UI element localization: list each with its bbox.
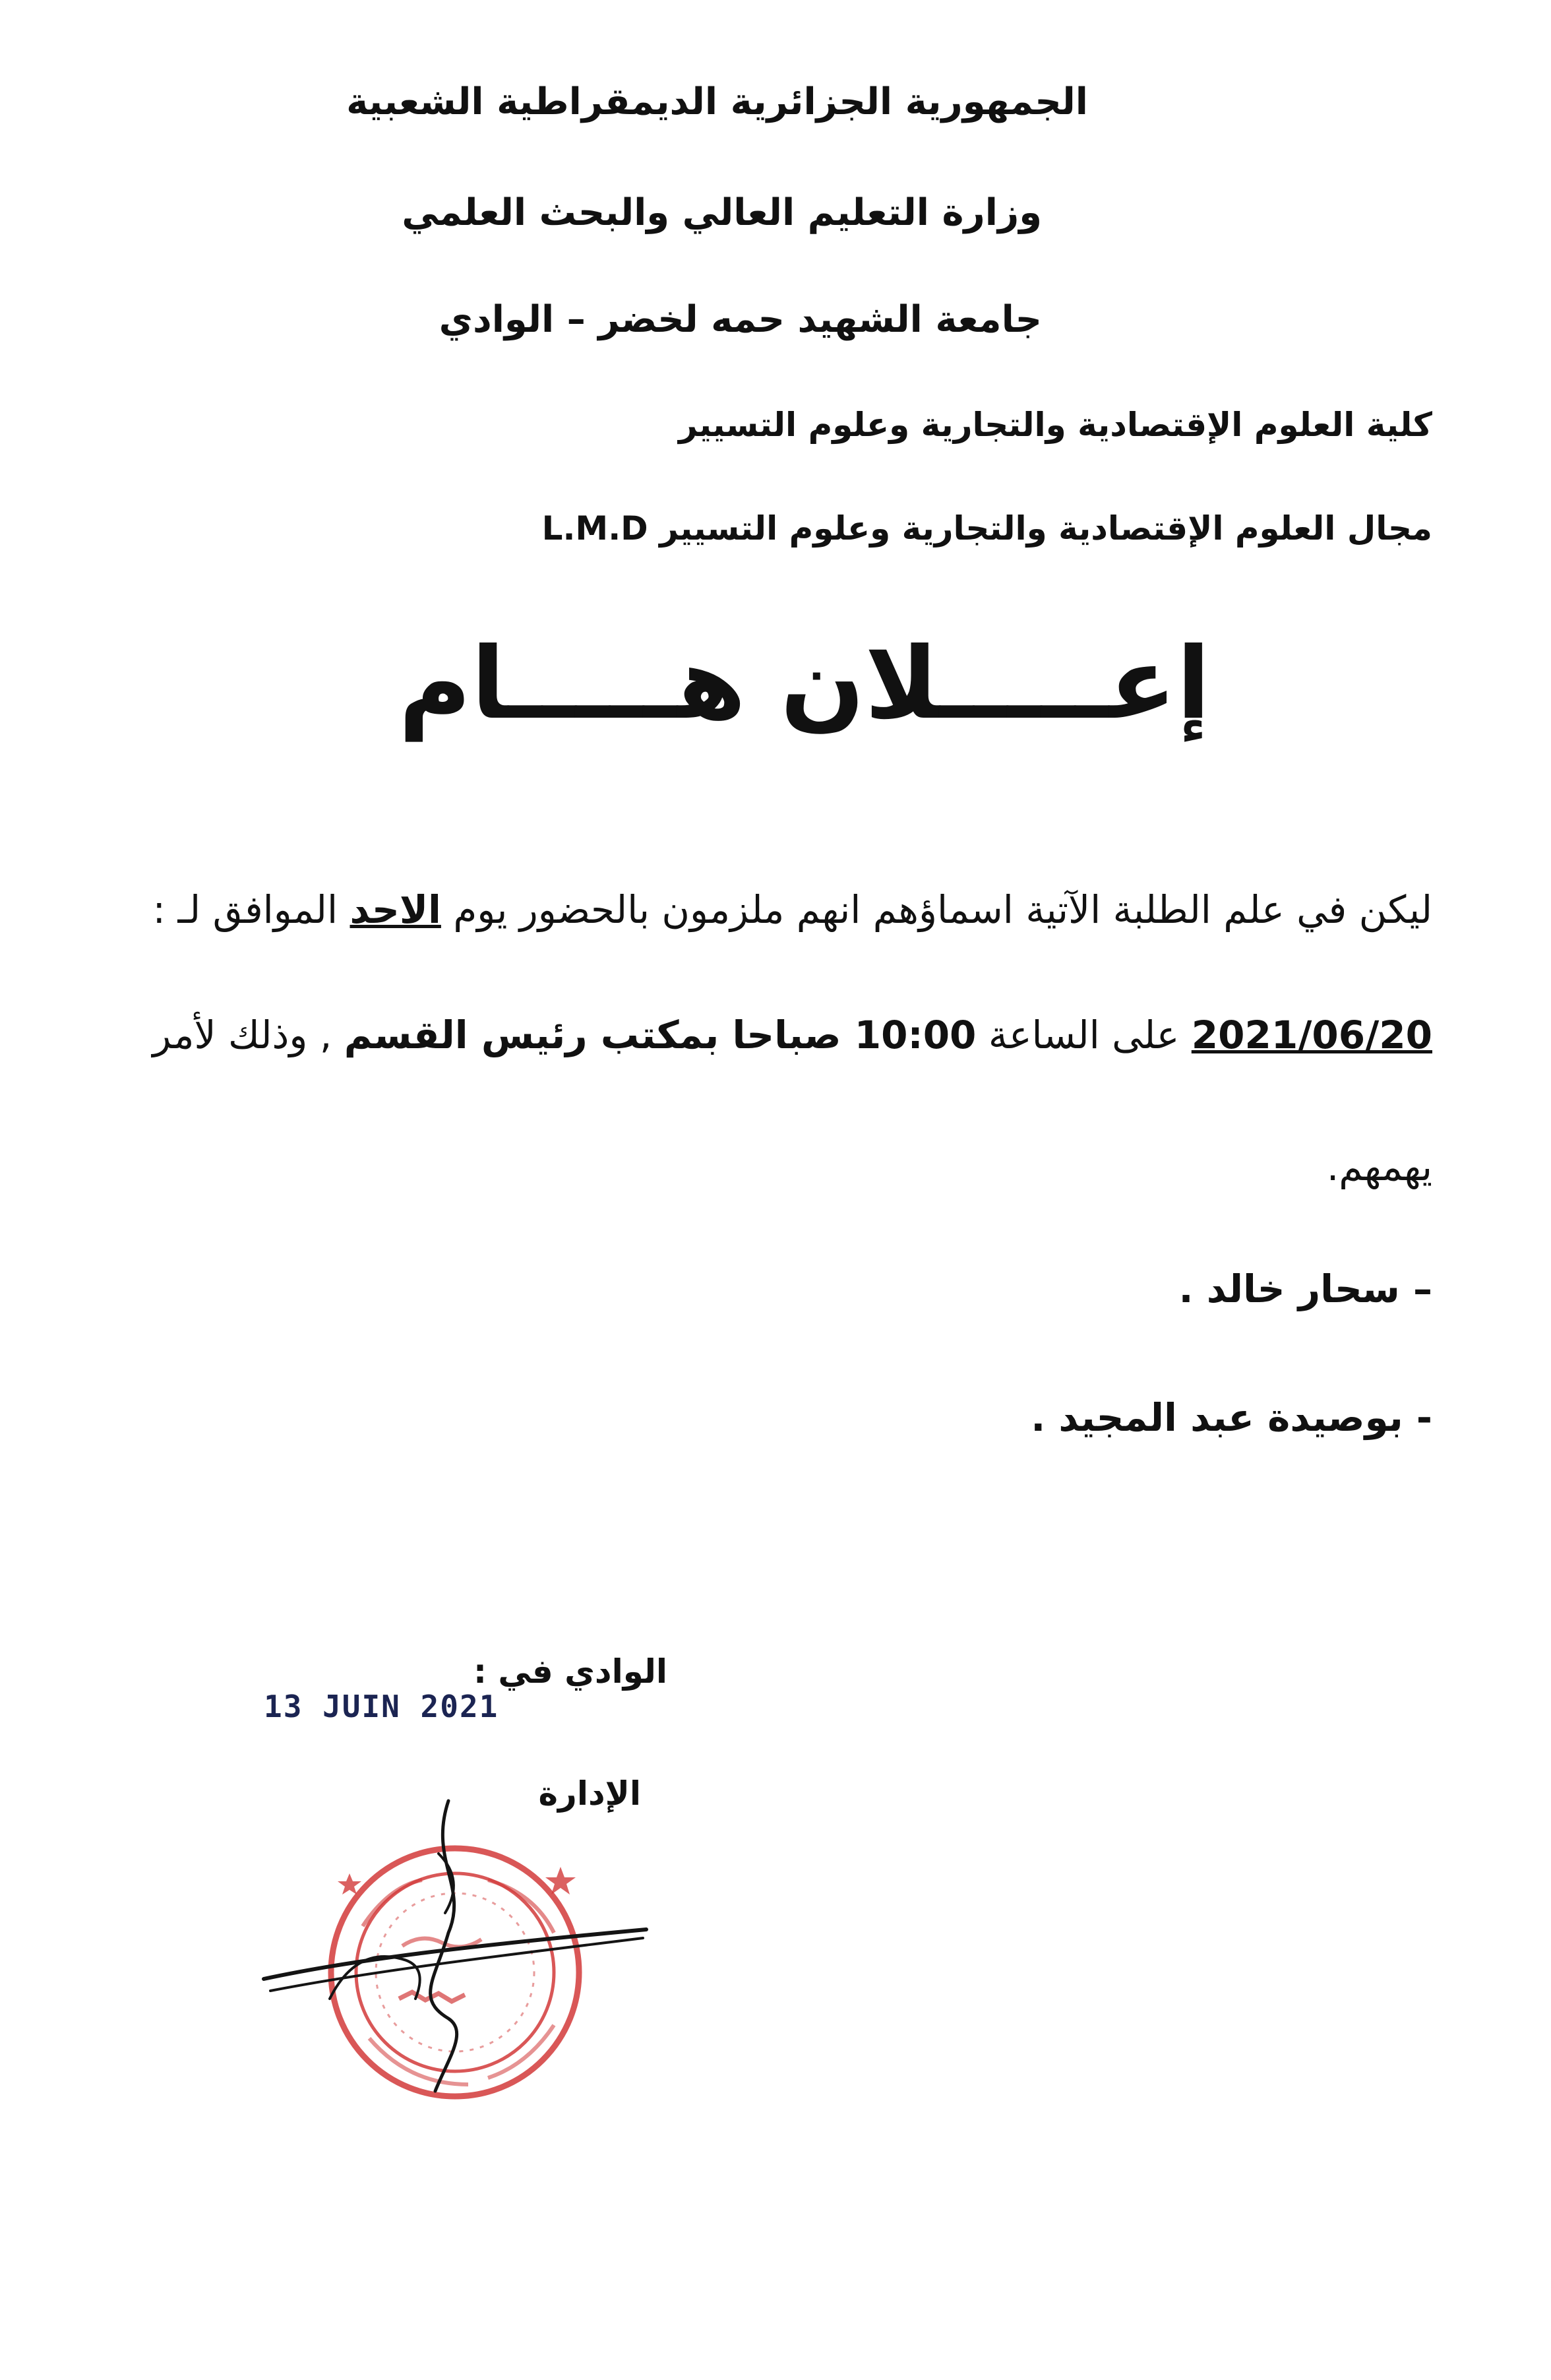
body-line-2 bbox=[152, 1013, 1432, 1057]
student-item: – سحار خالد . bbox=[1178, 1267, 1432, 1311]
faculty-heading: كلية العلوم الإقتصادية والتجارية وعلوم التسيير bbox=[679, 406, 1432, 444]
body-line-1 bbox=[153, 887, 1433, 932]
ministry-heading: وزارة التعليم العالي والبحث العلمي bbox=[402, 191, 1042, 234]
body-line-2-end: , وذلك لأمر bbox=[152, 1013, 344, 1057]
body-line-3: يهمهم. bbox=[1326, 1144, 1432, 1189]
date-stamp: 13 JUIN 2021 bbox=[264, 1689, 499, 1724]
announcement-title: إعـــــلان هـــــام bbox=[398, 627, 1211, 741]
university-heading: جامعة الشهيد حمه لخضر – الوادي bbox=[439, 298, 1042, 341]
meeting-time-place: 10:00 صباحا بمكتب رئيس القسم bbox=[344, 1013, 977, 1057]
republic-heading: الجمهورية الجزائرية الديمقراطية الشعبية bbox=[346, 80, 1088, 123]
student-item: - بوصيدة عبد المجيد . bbox=[1031, 1395, 1432, 1440]
domain-heading: مجال العلوم الإقتصادية والتجارية وعلوم التسيير L.M.D bbox=[541, 509, 1432, 548]
meeting-day: الاحد bbox=[350, 887, 441, 932]
official-seal-icon bbox=[251, 1781, 659, 2150]
body-line-1-start: ليكن في علم الطلبة الآتية اسماؤهم انهم ملزمون بالحضور يوم bbox=[441, 887, 1432, 932]
place-date-label: الوادي في : bbox=[473, 1652, 667, 1691]
body-line-2-connector: على الساعة bbox=[976, 1013, 1192, 1057]
body-line-1-end: الموافق لـ : bbox=[152, 887, 350, 932]
meeting-date: 2021/06/20 bbox=[1191, 1013, 1432, 1057]
administration-label: الإدارة bbox=[538, 1774, 641, 1813]
